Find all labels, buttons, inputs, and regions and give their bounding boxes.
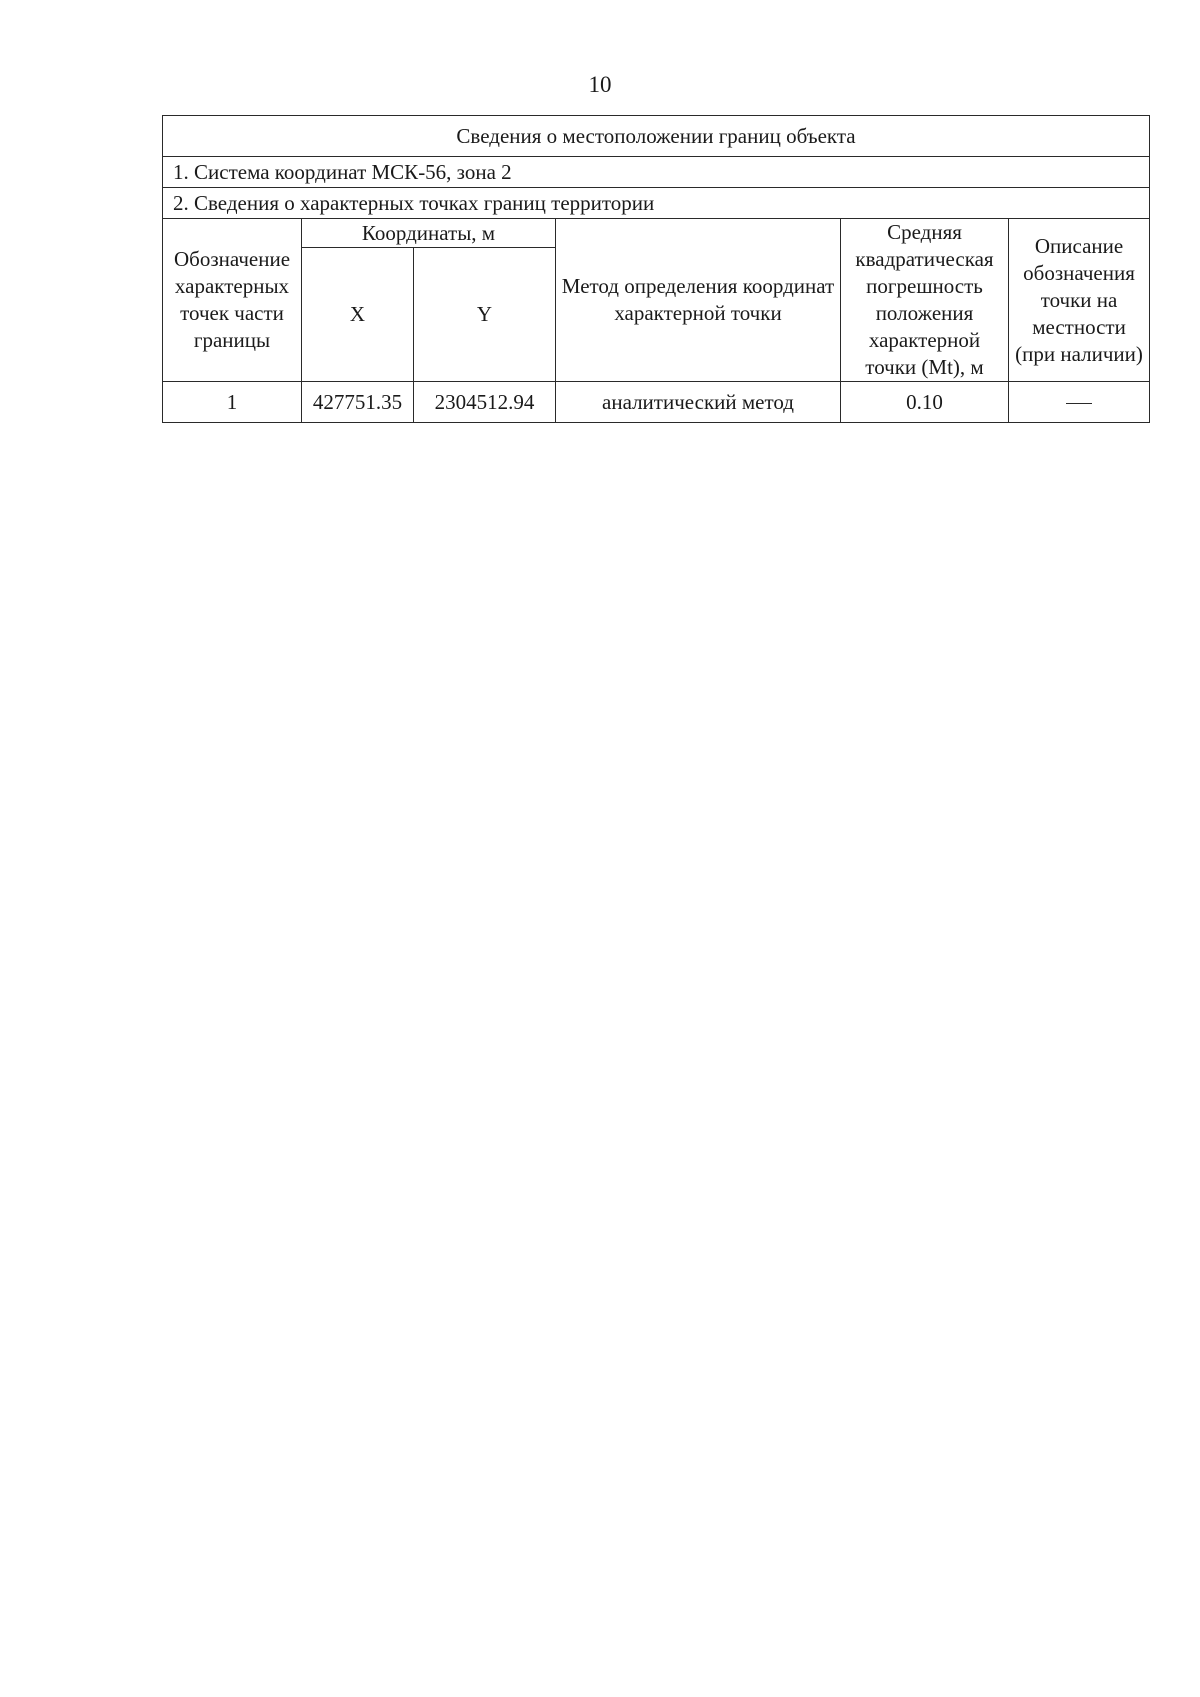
header-method: Метод определения координат характерной точки	[556, 219, 841, 382]
cell-error: 0.10	[841, 382, 1009, 423]
header-y: Y	[414, 248, 556, 382]
points-section-title: 2. Сведения о характерных точках границ территории	[163, 188, 1150, 219]
header-designation: Обозначение характерных точек части границы	[163, 219, 302, 382]
cell-x: 427751.35	[302, 382, 414, 423]
header-x: X	[302, 248, 414, 382]
dash-mark	[1066, 403, 1092, 404]
cell-designation: 1	[163, 382, 302, 423]
header-coordinates: Координаты, м	[302, 219, 556, 248]
page-number: 10	[588, 72, 612, 97]
coordinate-system: 1. Система координат МСК-56, зона 2	[163, 157, 1150, 188]
cell-y: 2304512.94	[414, 382, 556, 423]
boundary-location-table	[162, 115, 1150, 423]
header-description: Описание обозначения точки на местности (при наличии)	[1009, 219, 1150, 382]
points-section-row	[163, 188, 1150, 219]
header-row	[163, 219, 1150, 248]
coordinate-system-row	[163, 157, 1150, 188]
table-title-row	[163, 116, 1150, 157]
table-title: Сведения о местоположении границ объекта	[163, 116, 1150, 157]
cell-description	[1009, 382, 1150, 423]
cell-method: аналитический метод	[556, 382, 841, 423]
table-row	[163, 382, 1150, 423]
header-error: Средняя квадратическая погрешность положения характерной точки (Mt), м	[841, 219, 1009, 382]
